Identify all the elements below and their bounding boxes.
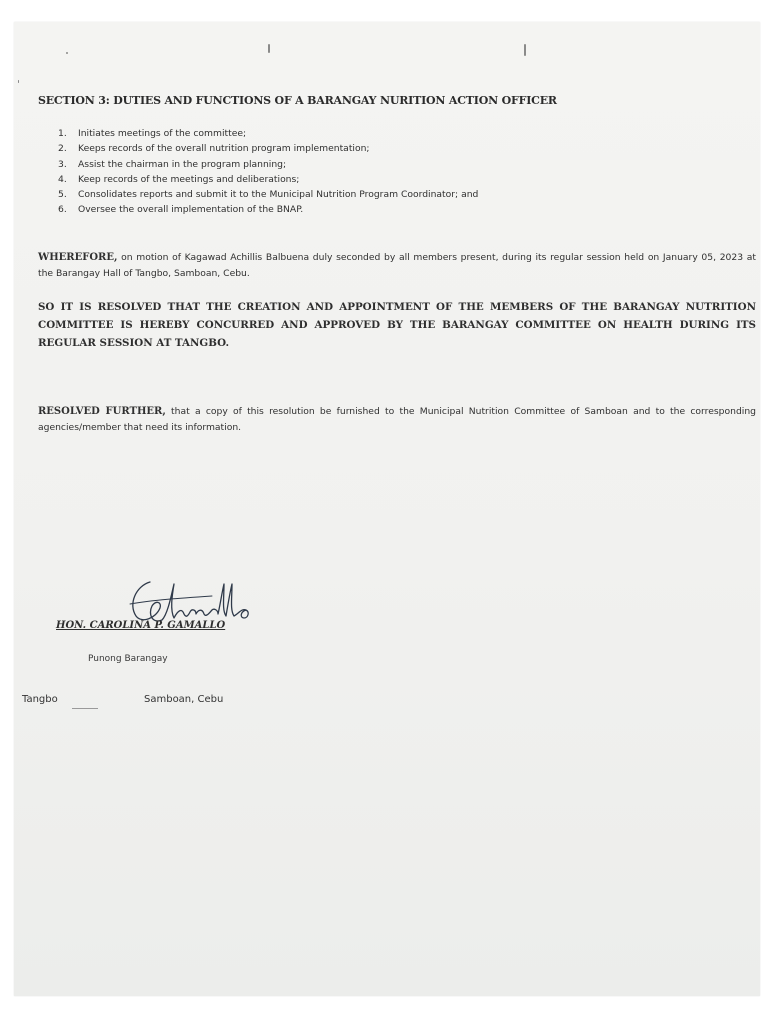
scan-speck (268, 44, 270, 53)
wherefore-paragraph (38, 250, 756, 282)
list-item (58, 141, 478, 156)
scan-speck (524, 44, 526, 56)
list-item (58, 126, 478, 141)
place-municipality: Samboan, Cebu (144, 694, 224, 705)
list-item (58, 187, 478, 202)
list-number: 6. (58, 204, 67, 216)
resolved-paragraph: SO IT IS RESOLVED THAT THE CREATION AND APPOINTMENT OF THE MEMBERS OF THE BARANGAY NUTRITION COMMITTEE IS HEREBY CONCURRED AND APPROVED BY THE BARANGAY COMMITTEE ON HEALTH DURING ITS REGULAR SESSION AT TANGBO. (38, 301, 756, 349)
scan-speck (66, 52, 68, 54)
list-text: Keeps records of the overall nutrition program implementation; (78, 143, 370, 155)
list-item (58, 157, 478, 172)
scan-speck (18, 80, 19, 83)
section-heading: SECTION 3: DUTIES AND FUNCTIONS OF A BARANGAY NURITION ACTION OFFICER (38, 94, 557, 107)
list-number: 4. (58, 173, 67, 185)
list-text: Keep records of the meetings and deliberations; (78, 173, 300, 185)
blank-line (72, 708, 98, 709)
list-number: 5. (58, 189, 67, 201)
list-number: 2. (58, 143, 67, 155)
duties-list (58, 126, 478, 218)
list-number: 1. (58, 128, 67, 139)
wherefore-text: on motion of Kagawad Achillis Balbuena duly seconded by all members present, during its regular session held on January 05, 2023 at the Barangay Hall of Tangbo, Samboan, Cebu. (38, 252, 756, 279)
resolved-further-paragraph (38, 404, 756, 436)
list-text: Assist the chairman in the program planning; (78, 158, 287, 170)
list-text: Consolidates reports and submit it to the Municipal Nutrition Program Coordinator; and (78, 189, 479, 201)
list-text: Initiates meetings of the committee; (78, 128, 247, 139)
list-text: Oversee the overall implementation of the BNAP. (78, 204, 304, 216)
list-item (58, 202, 478, 217)
list-number: 3. (58, 158, 67, 170)
list-item (58, 172, 478, 187)
wherefore-lead: WHEREFORE, (38, 252, 118, 263)
place-barangay: Tangbo (22, 694, 58, 705)
signer-name: HON. CAROLINA P. GAMALLO (56, 620, 226, 631)
signer-title: Punong Barangay (88, 654, 168, 664)
resolved-further-text: that a copy of this resolution be furnished to the Municipal Nutrition Committee of Samboan and to the corresponding agencies/member that need its information. (38, 406, 756, 433)
resolved-further-lead: RESOLVED FURTHER, (38, 406, 166, 417)
document-page (14, 22, 760, 996)
